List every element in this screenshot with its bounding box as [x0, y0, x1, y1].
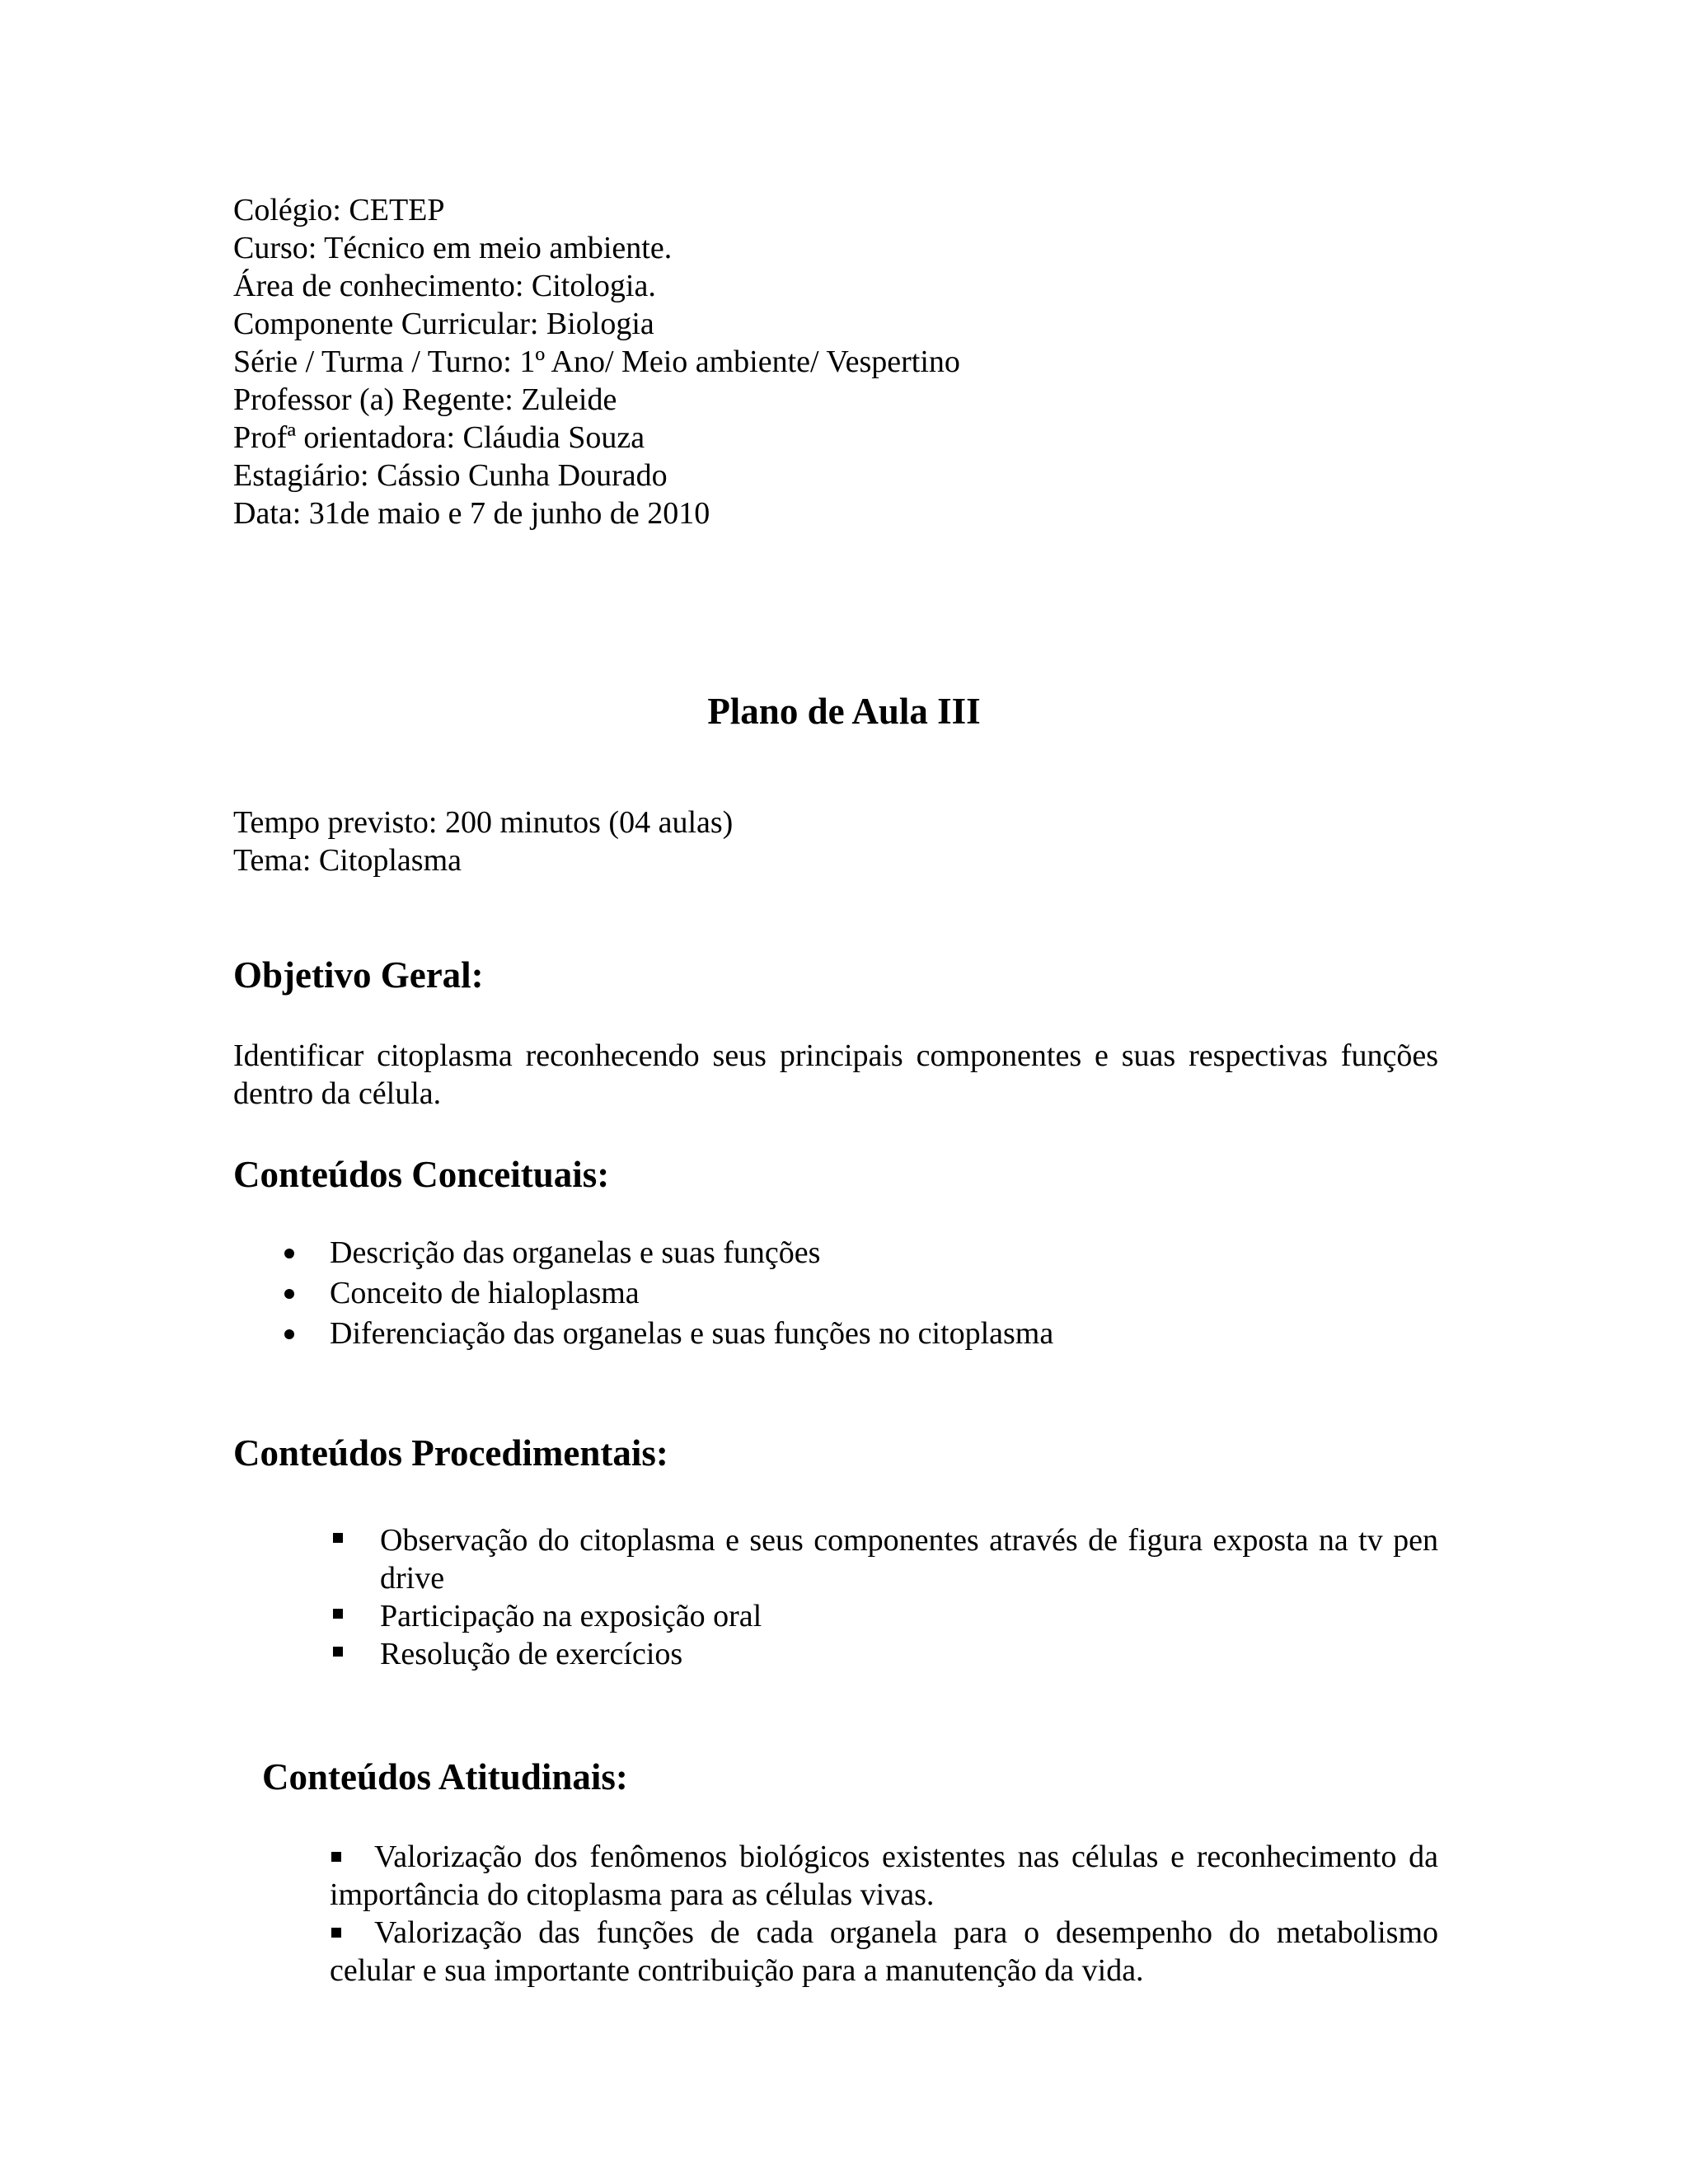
list-item	[330, 1914, 1438, 1990]
header-line-orientadora: Profª orientadora: Cláudia Souza	[233, 420, 645, 455]
header-line-curso: Curso: Técnico em meio ambiente.	[233, 231, 673, 265]
list-item-text: Diferenciação das organelas e suas funções no citoplasma	[330, 1316, 1054, 1351]
tema: Tema: Citoplasma	[233, 843, 462, 878]
bullet-dot-icon	[284, 1289, 294, 1299]
square-bullet-icon	[331, 1928, 341, 1938]
list-item-text: Valorização das funções de cada organela para o desempenho do metabolismo celular e sua importante contribuição para a manutenção da vida.	[330, 1915, 1438, 1988]
atitudinais-list	[330, 1838, 1438, 1990]
header-line-serie: Série / Turma / Turno: 1º Ano/ Meio ambiente/ Vespertino	[233, 344, 960, 379]
list-item	[380, 1521, 1438, 1597]
header-line-componente: Componente Curricular: Biologia	[233, 307, 654, 341]
list-item	[330, 1314, 1053, 1354]
objetivo-geral-text: Identificar citoplasma reconhecendo seus principais componentes e suas respectivas funções dentro da célula.	[233, 1038, 1438, 1111]
square-bullet-icon	[333, 1609, 343, 1619]
list-item-text: Conceito de hialoplasma	[330, 1276, 640, 1310]
list-item-text: Descrição das organelas e suas funções	[330, 1235, 821, 1270]
objetivo-geral-heading: Objetivo Geral:	[233, 954, 484, 996]
list-item-text: Valorização dos fenômenos biológicos existentes nas células e reconhecimento da importância do citoplasma para as células vivas.	[330, 1840, 1438, 1912]
bullet-dot-icon	[284, 1249, 294, 1258]
list-item	[380, 1635, 1438, 1673]
list-item	[330, 1233, 1053, 1273]
procedimentais-heading: Conteúdos Procedimentais:	[233, 1432, 668, 1474]
header-line-estagiario: Estagiário: Cássio Cunha Dourado	[233, 458, 668, 493]
list-item-text: Observação do citoplasma e seus componentes através de figura exposta na tv pen drive	[380, 1523, 1438, 1596]
header-line-data: Data: 31de maio e 7 de junho de 2010	[233, 496, 710, 531]
header-line-area: Área de conhecimento: Citologia.	[233, 269, 656, 303]
square-bullet-icon	[333, 1533, 343, 1543]
bullet-dot-icon	[284, 1329, 294, 1339]
square-bullet-icon	[331, 1852, 341, 1862]
list-item	[330, 1838, 1438, 1914]
header-block	[233, 191, 960, 532]
tempo-previsto: Tempo previsto: 200 minutos (04 aulas)	[233, 805, 734, 840]
page-title: Plano de Aula III	[707, 691, 981, 732]
list-item-text: Participação na exposição oral	[380, 1599, 762, 1633]
conceituais-list	[330, 1233, 1053, 1354]
conceituais-heading: Conteúdos Conceituais:	[233, 1154, 610, 1195]
square-bullet-icon	[333, 1647, 343, 1657]
procedimentais-list	[380, 1521, 1438, 1673]
header-line-professor: Professor (a) Regente: Zuleide	[233, 382, 617, 417]
meta-block	[233, 804, 733, 879]
header-line-colegio: Colégio: CETEP	[233, 193, 445, 227]
atitudinais-heading: Conteúdos Atitudinais:	[262, 1756, 628, 1797]
list-item	[380, 1597, 1438, 1635]
list-item	[330, 1273, 1053, 1314]
list-item-text: Resolução de exercícios	[380, 1637, 683, 1671]
